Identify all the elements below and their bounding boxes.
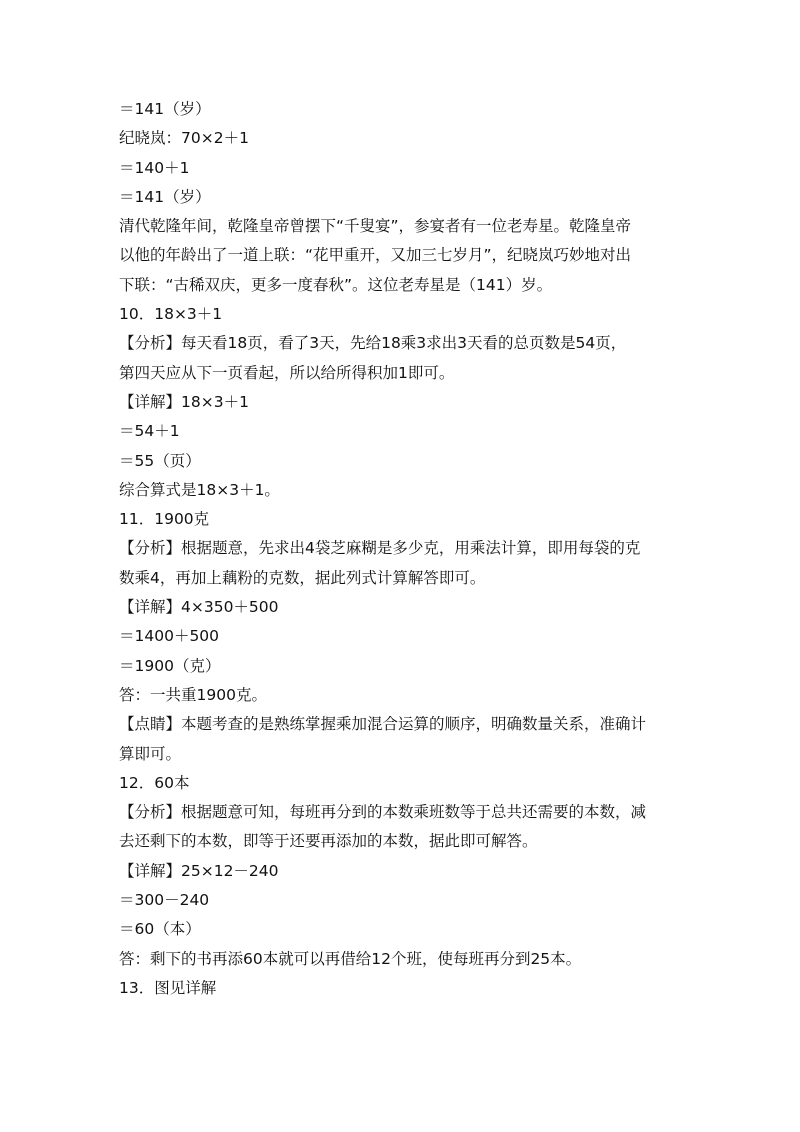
text-line: 【分析】每天看18页，看了3天，先给18乘3求出3天看的总页数是54页，	[119, 334, 627, 353]
text-line: 【详解】25×12－240	[119, 861, 279, 880]
text-line: ＝54＋1	[119, 422, 180, 441]
text-line: ＝140＋1	[119, 158, 190, 177]
text-line: ＝141（岁）	[119, 100, 211, 118]
text-line: 【详解】4×350＋500	[119, 598, 279, 617]
text-line: 答：一共重1900克。	[119, 685, 267, 704]
question-heading: 12．60本	[119, 773, 190, 792]
text-line: 去还剩下的本数，即等于还要再添加的本数，据此即可解答。	[119, 832, 538, 851]
question-heading: 10．18×3＋1	[119, 305, 223, 324]
text-line: ＝1900（克）	[119, 656, 221, 675]
text-line: 【分析】根据题意可知，每班再分到的本数乘班数等于总共还需要的本数，减	[119, 803, 647, 822]
text-line: 【点睛】本题考查的是熟练掌握乘加混合运算的顺序，明确数量关系，准确计	[119, 715, 647, 734]
text-line: 综合算式是18×3＋1。	[119, 480, 280, 499]
text-line: 算即可。	[119, 744, 182, 763]
text-line: 【分析】根据题意，先求出4袋芝麻糊是多少克，用乘法计算，即用每袋的克	[119, 539, 641, 558]
text-line: 以他的年龄出了一道上联：“花甲重开，又加三七岁月”，纪晓岚巧妙地对出	[119, 246, 632, 265]
text-line: ＝300－240	[119, 891, 210, 910]
answer-text-block	[119, 95, 689, 1003]
text-line: 下联：“古稀双庆，更多一度春秋”。这位老寿星是（141）岁。	[119, 275, 553, 294]
text-line: 清代乾隆年间，乾隆皇帝曾摆下“千叟宴”，参宴者有一位老寿星。乾隆皇帝	[119, 217, 632, 236]
text-line: 纪晓岚：70×2＋1	[119, 129, 249, 148]
text-line: ＝141（岁）	[119, 187, 211, 206]
question-heading: 11．1900克	[119, 510, 210, 529]
text-line: ＝55（页）	[119, 451, 201, 470]
question-heading: 13．图见详解	[119, 978, 217, 997]
text-line: 数乘4，再加上藕粉的克数，据此列式计算解答即可。	[119, 568, 486, 587]
text-line: ＝1400＋500	[119, 627, 220, 646]
text-line: 答：剩下的书再添60本就可以再借给12个班，使每班再分到25本。	[119, 949, 582, 968]
text-line: 【详解】18×3＋1	[119, 392, 249, 411]
text-line: ＝60（本）	[119, 920, 201, 939]
text-line: 第四天应从下一页看起，所以给所得积加1即可。	[119, 363, 455, 382]
